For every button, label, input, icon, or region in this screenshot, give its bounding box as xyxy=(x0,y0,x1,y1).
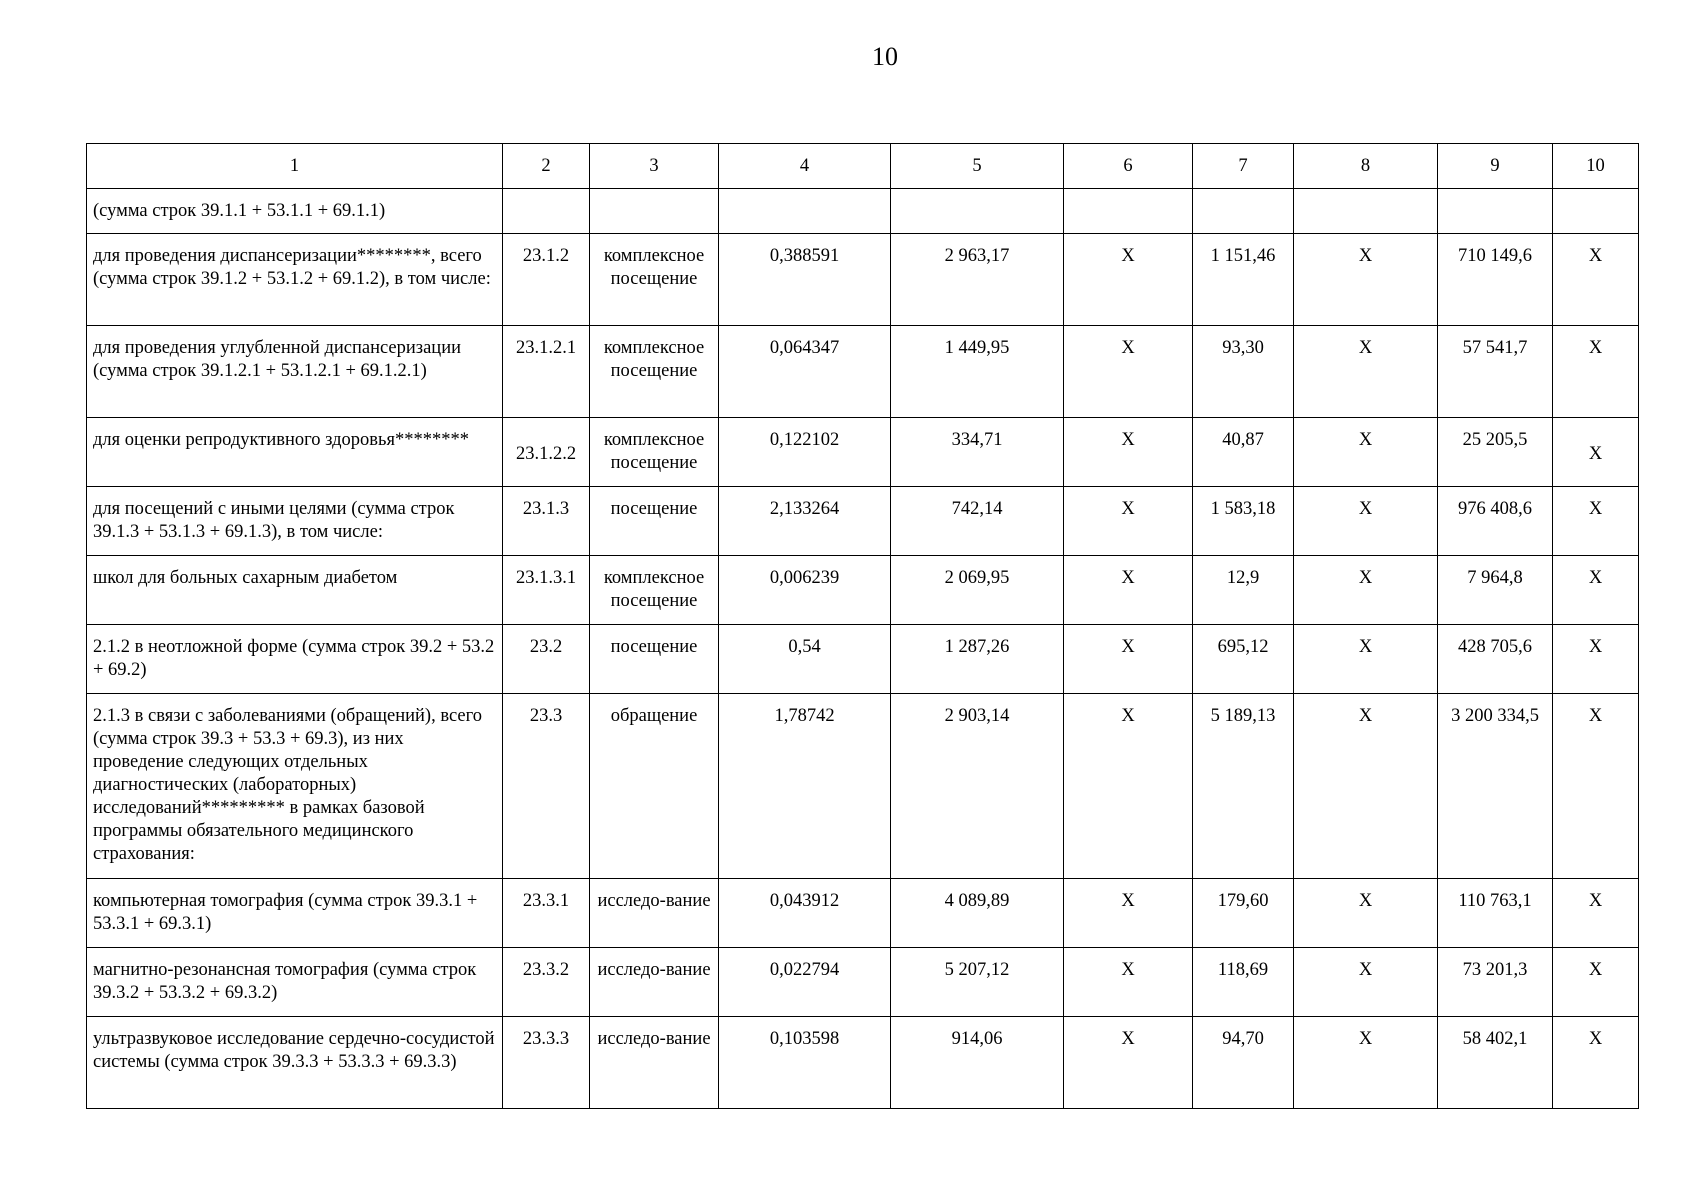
cell-col9: 73 201,3 xyxy=(1438,948,1553,1017)
cell-unit: посещение xyxy=(590,625,719,694)
cell-col6 xyxy=(1064,189,1193,234)
cell-norm-volume xyxy=(719,189,891,234)
cell-norm-cost: 914,06 xyxy=(891,1017,1064,1109)
header-cell: 1 xyxy=(87,144,503,189)
table-row xyxy=(87,326,1639,418)
cell-col7: 94,70 xyxy=(1193,1017,1294,1109)
cell-col8: Х xyxy=(1294,234,1438,326)
cell-description: компьютерная томография (сумма строк 39.3.1 + 53.3.1 + 69.3.1) xyxy=(87,879,503,948)
cell-col6: Х xyxy=(1064,556,1193,625)
header-cell: 4 xyxy=(719,144,891,189)
cell-norm-cost xyxy=(891,189,1064,234)
cell-col8: Х xyxy=(1294,625,1438,694)
cell-row-code: 23.1.2 xyxy=(503,234,590,326)
cell-col7 xyxy=(1193,189,1294,234)
cell-col9: 710 149,6 xyxy=(1438,234,1553,326)
cell-col8 xyxy=(1294,189,1438,234)
table-header-row xyxy=(87,144,1639,189)
cell-col6: Х xyxy=(1064,234,1193,326)
data-table xyxy=(86,143,1639,1109)
cell-row-code: 23.1.3.1 xyxy=(503,556,590,625)
cell-norm-cost: 2 069,95 xyxy=(891,556,1064,625)
cell-col6: Х xyxy=(1064,326,1193,418)
cell-description: школ для больных сахарным диабетом xyxy=(87,556,503,625)
cell-col10 xyxy=(1553,189,1639,234)
header-cell: 9 xyxy=(1438,144,1553,189)
cell-col9: 7 964,8 xyxy=(1438,556,1553,625)
cell-row-code: 23.2 xyxy=(503,625,590,694)
cell-col9: 976 408,6 xyxy=(1438,487,1553,556)
cell-norm-cost: 2 903,14 xyxy=(891,694,1064,879)
cell-row-code xyxy=(503,189,590,234)
cell-row-code: 23.1.2.1 xyxy=(503,326,590,418)
table-row xyxy=(87,625,1639,694)
header-cell: 8 xyxy=(1294,144,1438,189)
cell-unit: исследо-вание xyxy=(590,879,719,948)
cell-col7: 1 583,18 xyxy=(1193,487,1294,556)
cell-norm-volume: 0,006239 xyxy=(719,556,891,625)
cell-col7: 12,9 xyxy=(1193,556,1294,625)
cell-col8: Х xyxy=(1294,948,1438,1017)
cell-row-code: 23.3.2 xyxy=(503,948,590,1017)
cell-norm-volume: 0,122102 xyxy=(719,418,891,487)
header-cell: 3 xyxy=(590,144,719,189)
cell-col10: Х xyxy=(1553,487,1639,556)
table-row xyxy=(87,1017,1639,1109)
header-cell: 2 xyxy=(503,144,590,189)
table-row xyxy=(87,879,1639,948)
cell-unit: комплексное посещение xyxy=(590,234,719,326)
cell-col8: Х xyxy=(1294,556,1438,625)
cell-row-code: 23.3.3 xyxy=(503,1017,590,1109)
cell-row-code: 23.3.1 xyxy=(503,879,590,948)
cell-row-code: 23.1.2.2 xyxy=(503,418,590,487)
cell-col8: Х xyxy=(1294,326,1438,418)
cell-norm-cost: 4 089,89 xyxy=(891,879,1064,948)
cell-norm-volume: 1,78742 xyxy=(719,694,891,879)
cell-col6: Х xyxy=(1064,694,1193,879)
cell-col6: Х xyxy=(1064,1017,1193,1109)
cell-col10: Х xyxy=(1553,948,1639,1017)
cell-norm-volume: 0,022794 xyxy=(719,948,891,1017)
cell-norm-volume: 0,064347 xyxy=(719,326,891,418)
table-row xyxy=(87,694,1639,879)
cell-unit: посещение xyxy=(590,487,719,556)
cell-description: для оценки репродуктивного здоровья******** xyxy=(87,418,503,487)
cell-norm-volume: 0,388591 xyxy=(719,234,891,326)
cell-col7: 93,30 xyxy=(1193,326,1294,418)
cell-unit xyxy=(590,189,719,234)
cell-col10: Х xyxy=(1553,234,1639,326)
cell-col7: 118,69 xyxy=(1193,948,1294,1017)
header-cell: 5 xyxy=(891,144,1064,189)
cell-col8: Х xyxy=(1294,694,1438,879)
cell-col9: 57 541,7 xyxy=(1438,326,1553,418)
cell-unit: комплексное посещение xyxy=(590,418,719,487)
cell-col9 xyxy=(1438,189,1553,234)
cell-col10: Х xyxy=(1553,1017,1639,1109)
cell-row-code: 23.3 xyxy=(503,694,590,879)
cell-col7: 695,12 xyxy=(1193,625,1294,694)
cell-col6: Х xyxy=(1064,879,1193,948)
table-row xyxy=(87,948,1639,1017)
cell-norm-cost: 742,14 xyxy=(891,487,1064,556)
cell-norm-volume: 2,133264 xyxy=(719,487,891,556)
table-row xyxy=(87,487,1639,556)
cell-norm-cost: 5 207,12 xyxy=(891,948,1064,1017)
cell-description: 2.1.3 в связи с заболеваниями (обращений), всего (сумма строк 39.3 + 53.3 + 69.3), из них проведение следующих отдельных диагностических (лабораторных) исследований********* в рамках базовой программы обязательного медицинского страхования: xyxy=(87,694,503,879)
header-cell: 6 xyxy=(1064,144,1193,189)
cell-unit: обращение xyxy=(590,694,719,879)
cell-unit: комплексное посещение xyxy=(590,556,719,625)
cell-col8: Х xyxy=(1294,418,1438,487)
cell-col10: Х xyxy=(1553,694,1639,879)
cell-col6: Х xyxy=(1064,948,1193,1017)
cell-row-code: 23.1.3 xyxy=(503,487,590,556)
cell-description: (сумма строк 39.1.1 + 53.1.1 + 69.1.1) xyxy=(87,189,503,234)
cell-col8: Х xyxy=(1294,487,1438,556)
cell-description: для посещений с иными целями (сумма строк 39.1.3 + 53.1.3 + 69.1.3), в том числе: xyxy=(87,487,503,556)
cell-col8: Х xyxy=(1294,1017,1438,1109)
cell-col9: 110 763,1 xyxy=(1438,879,1553,948)
cell-col9: 58 402,1 xyxy=(1438,1017,1553,1109)
cell-col10: Х xyxy=(1553,625,1639,694)
cell-col10: Х xyxy=(1553,879,1639,948)
header-cell: 7 xyxy=(1193,144,1294,189)
header-cell: 10 xyxy=(1553,144,1639,189)
table-row xyxy=(87,234,1639,326)
cell-unit: исследо-вание xyxy=(590,948,719,1017)
cell-col6: Х xyxy=(1064,487,1193,556)
cell-norm-cost: 2 963,17 xyxy=(891,234,1064,326)
cell-norm-volume: 0,043912 xyxy=(719,879,891,948)
cell-col7: 179,60 xyxy=(1193,879,1294,948)
table-row xyxy=(87,556,1639,625)
cell-col7: 5 189,13 xyxy=(1193,694,1294,879)
cell-col10: Х xyxy=(1553,556,1639,625)
cell-description: ультразвуковое исследование сердечно-сосудистой системы (сумма строк 39.3.3 + 53.3.3 + 69.3.3) xyxy=(87,1017,503,1109)
cell-norm-cost: 1 287,26 xyxy=(891,625,1064,694)
cell-col10: Х xyxy=(1553,326,1639,418)
cell-col9: 3 200 334,5 xyxy=(1438,694,1553,879)
cell-col8: Х xyxy=(1294,879,1438,948)
table-row xyxy=(87,418,1639,487)
cell-norm-volume: 0,103598 xyxy=(719,1017,891,1109)
cell-col6: Х xyxy=(1064,625,1193,694)
cell-col10: Х xyxy=(1553,418,1639,487)
cell-col9: 428 705,6 xyxy=(1438,625,1553,694)
cell-unit: комплексное посещение xyxy=(590,326,719,418)
cell-description: магнитно-резонансная томография (сумма строк 39.3.2 + 53.3.2 + 69.3.2) xyxy=(87,948,503,1017)
cell-col9: 25 205,5 xyxy=(1438,418,1553,487)
cell-norm-cost: 334,71 xyxy=(891,418,1064,487)
cell-norm-cost: 1 449,95 xyxy=(891,326,1064,418)
cell-description: 2.1.2 в неотложной форме (сумма строк 39.2 + 53.2 + 69.2) xyxy=(87,625,503,694)
cell-norm-volume: 0,54 xyxy=(719,625,891,694)
cell-col7: 40,87 xyxy=(1193,418,1294,487)
cell-description: для проведения диспансеризации********, всего (сумма строк 39.1.2 + 53.1.2 + 69.1.2), в том числе: xyxy=(87,234,503,326)
cell-unit: исследо-вание xyxy=(590,1017,719,1109)
cell-description: для проведения углубленной диспансеризации (сумма строк 39.1.2.1 + 53.1.2.1 + 69.1.2.1) xyxy=(87,326,503,418)
table-row xyxy=(87,189,1639,234)
cell-col7: 1 151,46 xyxy=(1193,234,1294,326)
page-number: 10 xyxy=(872,42,898,71)
cell-col6: Х xyxy=(1064,418,1193,487)
